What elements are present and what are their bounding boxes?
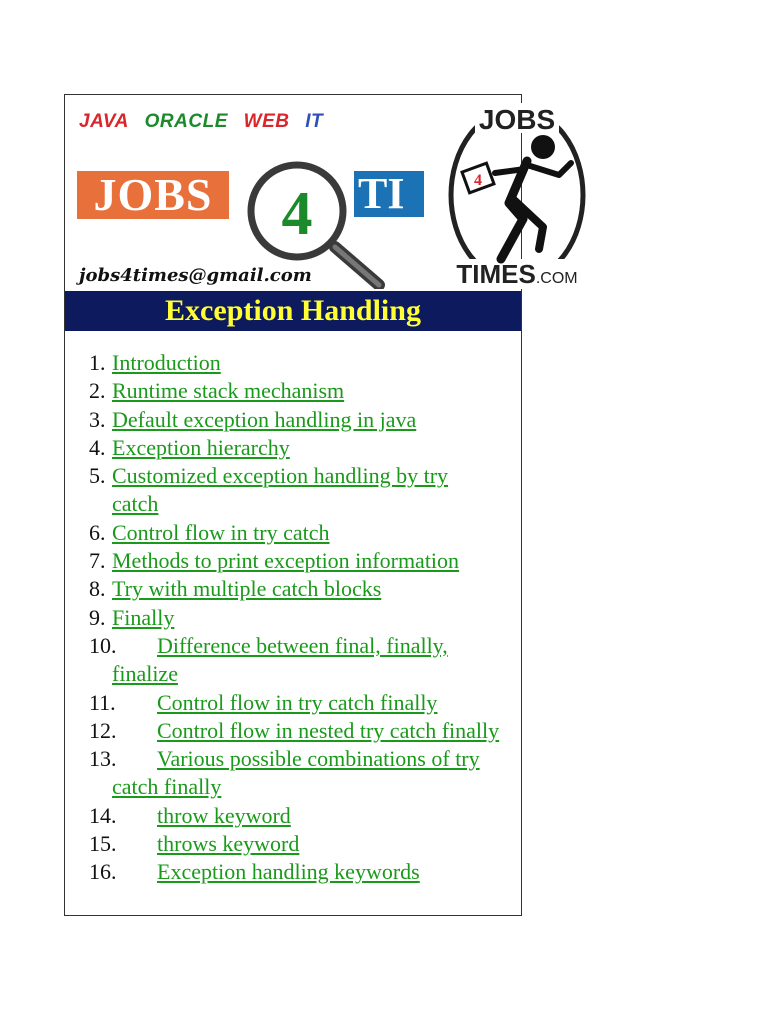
toc-link[interactable]: Exception handling keywords [157, 859, 420, 885]
toc-link[interactable]: Various possible combinations of try catch finally [112, 746, 480, 800]
jobs4times-logo [431, 99, 593, 291]
toc-link[interactable]: throws keyword [157, 831, 300, 857]
logo-bottom-text: TIMES [456, 259, 536, 289]
toc-link[interactable]: Control flow in nested try catch finally [157, 717, 500, 743]
logo-suffix-text: .COM [535, 270, 578, 287]
toc-item[interactable]: 16. Exception handling keywords [89, 859, 420, 885]
tagline-java: JAVA [79, 111, 129, 132]
toc-item[interactable]: 14. throw keyword [89, 802, 291, 828]
magnifier-digit: 4 [281, 180, 313, 248]
toc-link[interactable]: Default exception handling in java [112, 406, 417, 432]
toc-link[interactable]: Finally [112, 604, 175, 630]
page-title: Exception Handling [65, 291, 521, 331]
toc-item[interactable]: 1. Introduction [89, 350, 221, 375]
toc-item[interactable]: 5. Customized exception handling by try catch [89, 462, 519, 519]
toc-link[interactable]: Introduction [112, 350, 221, 375]
toc-item[interactable]: 8. Try with multiple catch blocks [89, 576, 382, 602]
toc-item[interactable]: 6. Control flow in try catch [89, 519, 330, 545]
toc-item[interactable]: 13. Various possible combinations of try catch finally [89, 746, 480, 800]
document-page [64, 94, 578, 916]
jobs4times-banner [65, 95, 593, 291]
toc-item[interactable]: 7. Methods to print exception information [89, 548, 460, 574]
tagline-web: WEB [243, 111, 290, 132]
toc-link[interactable]: Try with multiple catch blocks [112, 576, 382, 602]
toc-link[interactable]: Exception hierarchy [112, 434, 290, 460]
ti-wordmark: TI [354, 171, 424, 217]
toc-item[interactable]: 4. Exception hierarchy [89, 434, 290, 460]
logo-badge-digit: 4 [474, 172, 482, 189]
toc-link[interactable]: Difference between final, finally, finalize [112, 632, 448, 687]
toc-link[interactable]: Customized exception handling by try catch [112, 463, 449, 517]
toc-link[interactable]: Control flow in try catch finally [157, 689, 438, 715]
toc-link[interactable]: Methods to print exception information [112, 548, 460, 574]
toc-link[interactable]: Control flow in try catch [112, 519, 330, 545]
logo-top-text: JOBS [478, 104, 556, 135]
toc-item[interactable]: 11. Control flow in try catch finally [89, 689, 438, 715]
toc-item[interactable]: 9. Finally [89, 604, 175, 630]
toc-item[interactable]: 15. throws keyword [89, 831, 300, 857]
tagline-it: IT [305, 111, 324, 132]
toc-item[interactable]: 2. Runtime stack mechanism [89, 378, 345, 404]
contact-email: jobs4times@gmail.com [79, 265, 312, 286]
jobs-wordmark: JOBS [77, 171, 229, 219]
toc-item[interactable]: 3. Default exception handling in java [89, 406, 417, 432]
toc-item[interactable]: 10. Difference between final, finally, finalize [89, 632, 448, 687]
toc-link[interactable]: throw keyword [157, 802, 291, 828]
toc-item[interactable]: 12. Control flow in nested try catch finally [89, 717, 500, 743]
banner-tagline [79, 111, 333, 133]
tagline-oracle: ORACLE [144, 111, 228, 132]
table-of-contents [89, 349, 519, 887]
toc-link[interactable]: Runtime stack mechanism [112, 378, 345, 404]
